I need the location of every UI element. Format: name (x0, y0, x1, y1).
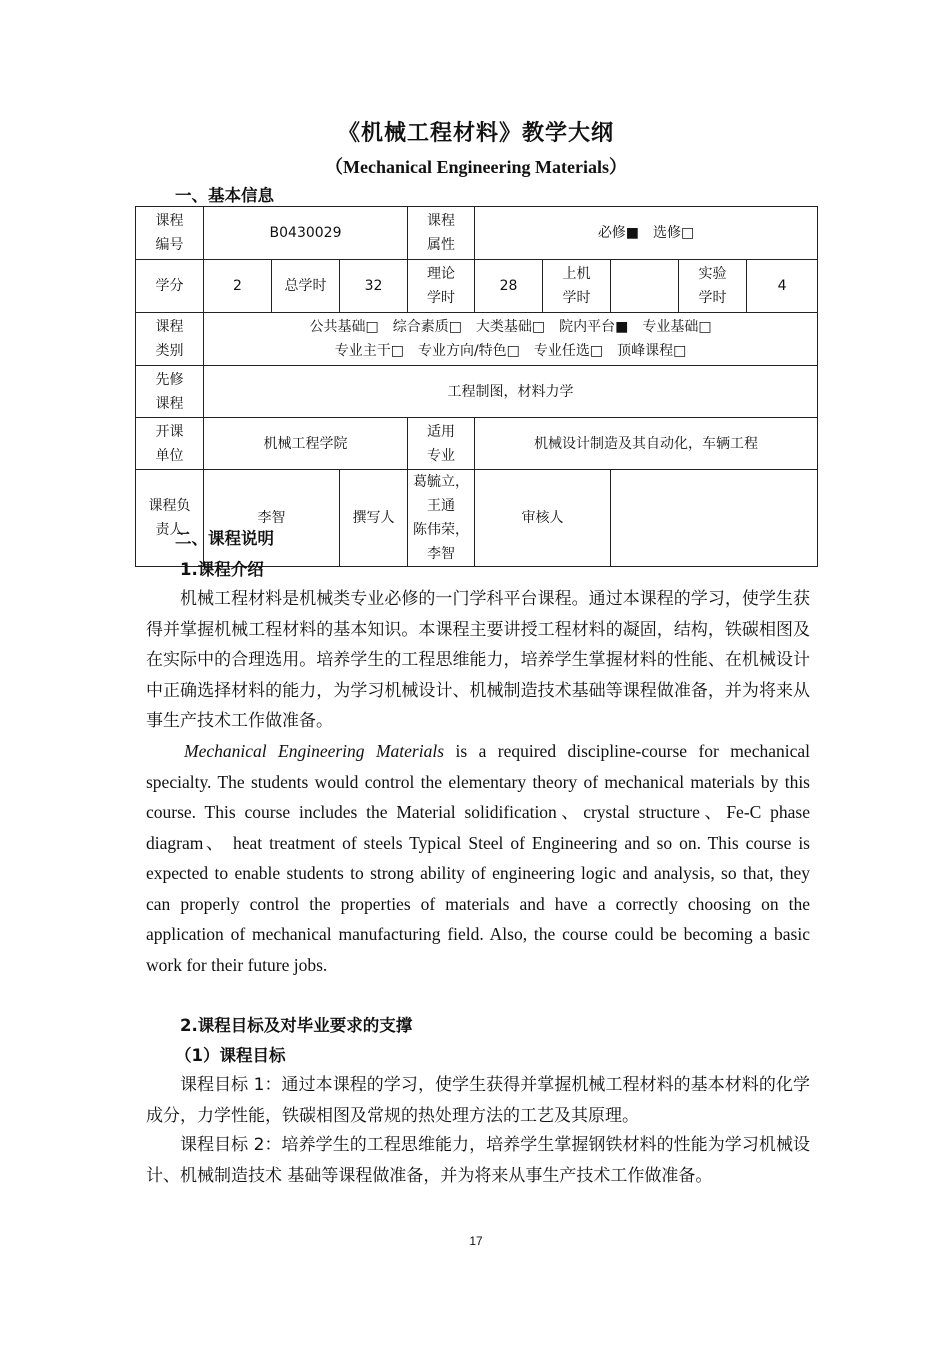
course-owner-label: 课程负 责人 (136, 470, 204, 567)
applicable-major-label: 适用 专业 (408, 418, 475, 470)
document-title: 《机械工程材料》教学大纲 (337, 121, 614, 146)
lab-hours-label: 实验 学时 (679, 260, 747, 313)
course-owner-value: 李智 (204, 470, 340, 567)
table-row (136, 313, 818, 366)
page-number: 17 (469, 1234, 483, 1248)
document-subtitle: （Mechanical Engineering Materials） (325, 157, 627, 177)
table-row (136, 418, 818, 470)
course-name-italic: Mechanical Engineering Materials (184, 741, 445, 761)
computer-hours-value (611, 260, 679, 313)
course-intro-cn-paragraph: 机械工程材料是机械类专业必修的一门学科平台课程。通过本课程的学习，使学生获得并掌握机械工程材料的基本知识。本课程主要讲授工程材料的凝固，结构，铁碳相图及在实际中的合理选用。培养学生的工程思维能力，培养学生掌握材料的性能、在机械设计中正确选择材料的能力，为学习机械设计、机械制造技术基础等课程做准备，并为将来从事生产技术工作做准备。 (146, 589, 810, 731)
section-basic-info-heading: 一、基本信息 (175, 186, 274, 205)
course-code-value: B0430029 (204, 207, 408, 260)
course-goal-1: 课程目标 1：通过本课程的学习，使学生获得并掌握机械工程材料的基本材料的化学成分，力学性能，铁碳相图及常规的热处理方法的工艺及其原理。 (146, 1075, 810, 1126)
theory-hours-value: 28 (475, 260, 543, 313)
computer-hours-label: 上机 学时 (543, 260, 611, 313)
offering-unit-label: 开课 单位 (136, 418, 204, 470)
course-attr-label: 课程 属性 (408, 207, 475, 260)
course-attr-value: 必修■ 选修□ (475, 207, 818, 260)
basic-info-table (135, 206, 818, 567)
total-hours-value: 32 (340, 260, 408, 313)
theory-hours-label: 理论 学时 (408, 260, 475, 313)
reviewer-label: 审核人 (475, 470, 611, 567)
course-goals-subheading: （1）课程目标 (175, 1046, 286, 1065)
writers-value: 葛毓立，王通 陈伟荣，李智 (408, 470, 475, 567)
reviewer-value (611, 470, 818, 567)
course-category-label: 课程 类别 (136, 313, 204, 366)
total-hours-label: 总学时 (272, 260, 340, 313)
credit-label: 学分 (136, 260, 204, 313)
table-row (136, 260, 818, 313)
course-goal-2: 课程目标 2：培养学生的工程思维能力，培养学生掌握钢铁材料的性能为学习机械设计、机械制造技术 基础等课程做准备，并为将来从事生产技术工作做准备。 (146, 1135, 810, 1186)
course-category-value: 公共基础□ 综合素质□ 大类基础□ 院内平台■ 专业基础□ 专业主干□ 专业方向/特色□ 专业任选□ 顶峰课程□ (204, 313, 818, 366)
table-row (136, 207, 818, 260)
writer-label: 撰写人 (340, 470, 408, 567)
table-row (136, 366, 818, 418)
prerequisite-value: 工程制图，材料力学 (204, 366, 818, 418)
course-intro-heading: 1.课程介绍 (180, 560, 264, 579)
course-goals-heading: 2.课程目标及对毕业要求的支撑 (180, 1016, 413, 1035)
prerequisite-label: 先修 课程 (136, 366, 204, 418)
offering-unit-value: 机械工程学院 (204, 418, 408, 470)
credit-value: 2 (204, 260, 272, 313)
course-code-label: 课程 编号 (136, 207, 204, 260)
applicable-major-value: 机械设计制造及其自动化，车辆工程 (475, 418, 818, 470)
section-course-description-heading: 二、课程说明 (175, 529, 274, 548)
table-row (136, 470, 818, 567)
course-intro-en-paragraph: Mechanical Engineering Materials is a required discipline-course for mechanical specialty. The students would control the elementary theory of mechanical materials by this course. This course includes the Material solidification、crystal structure、Fe-C phase diagram、 heat treatment of steels Typical Steel of Engineering and so on. This course is expected to enable students to strong ability of engineering logic and analysis, so that, they can properly control the properties of materials and have a correctly choosing on the application of mechanical manufacturing field. Also, the course could be becoming a basic work for their future jobs. (146, 741, 810, 975)
lab-hours-value: 4 (747, 260, 818, 313)
